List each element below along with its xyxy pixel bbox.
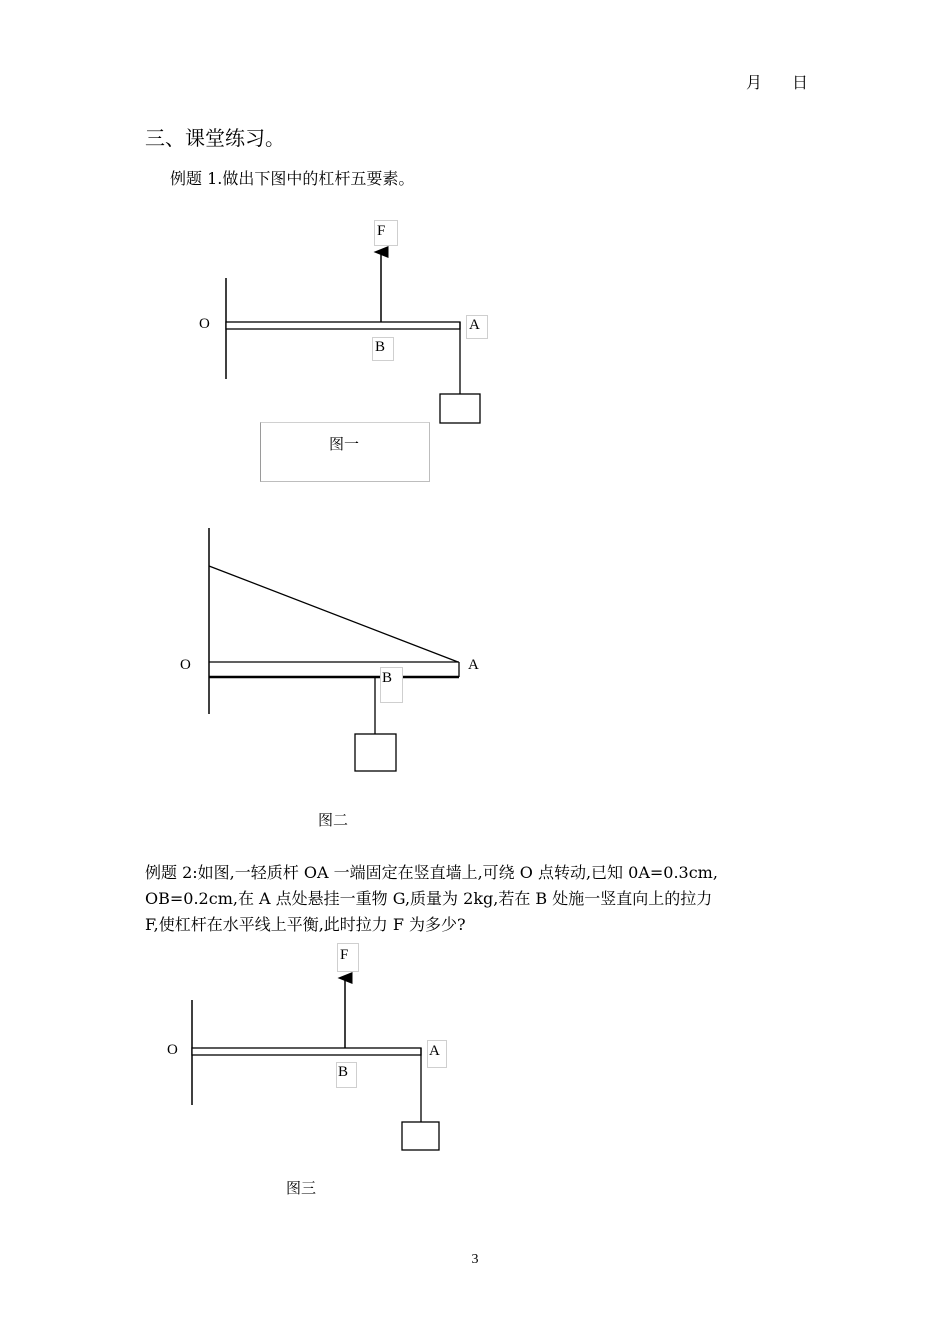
figure2-caption: 图二	[318, 811, 349, 829]
figure1-diagram	[226, 252, 480, 423]
figure3-weight	[402, 1122, 439, 1150]
figure2-label-a: A	[468, 657, 479, 673]
figure2-rope	[209, 566, 458, 662]
example2-line3: F,使杠杆在水平线上平衡,此时拉力 F 为多少?	[145, 915, 466, 934]
day-label: 日	[791, 73, 808, 92]
figure2-weight	[355, 734, 396, 771]
figure1-label-f: F	[374, 220, 398, 246]
example2-text	[145, 860, 810, 938]
figure1-label-b: B	[372, 337, 394, 361]
figure3-label-a: A	[427, 1040, 447, 1068]
section-title: 三、课堂练习。	[145, 126, 285, 150]
figure3-label-b: B	[336, 1062, 357, 1088]
month-label: 月	[745, 73, 762, 92]
example2-line1: 例题 2:如图,一轻质杆 OA 一端固定在竖直墙上,可绕 O 点转动,已知 0A=0.3cm,	[145, 863, 718, 882]
page-number: 3	[471, 1252, 479, 1267]
figure2-label-o: O	[180, 657, 191, 673]
figure1-weight	[440, 394, 480, 423]
figure1-label-o: O	[199, 316, 210, 332]
figure3-label-o: O	[167, 1042, 178, 1058]
example2-line2: OB=0.2cm,在 A 点处悬挂一重物 G,质量为 2kg,若在 B 处施一竖直向上的拉力	[145, 889, 713, 908]
figure3-label-f: F	[337, 943, 359, 972]
figure1-lever	[226, 322, 460, 329]
example1-text: 例题 1.做出下图中的杠杆五要素。	[170, 169, 415, 188]
figure2-diagram	[209, 528, 459, 771]
figure3-caption: 图三	[286, 1179, 317, 1197]
figure3-lever	[192, 1048, 421, 1055]
figure2-label-b: B	[380, 667, 403, 703]
figure3-diagram	[192, 978, 439, 1150]
figure1-label-a: A	[466, 315, 488, 339]
figure1-caption: 图一	[329, 435, 360, 453]
